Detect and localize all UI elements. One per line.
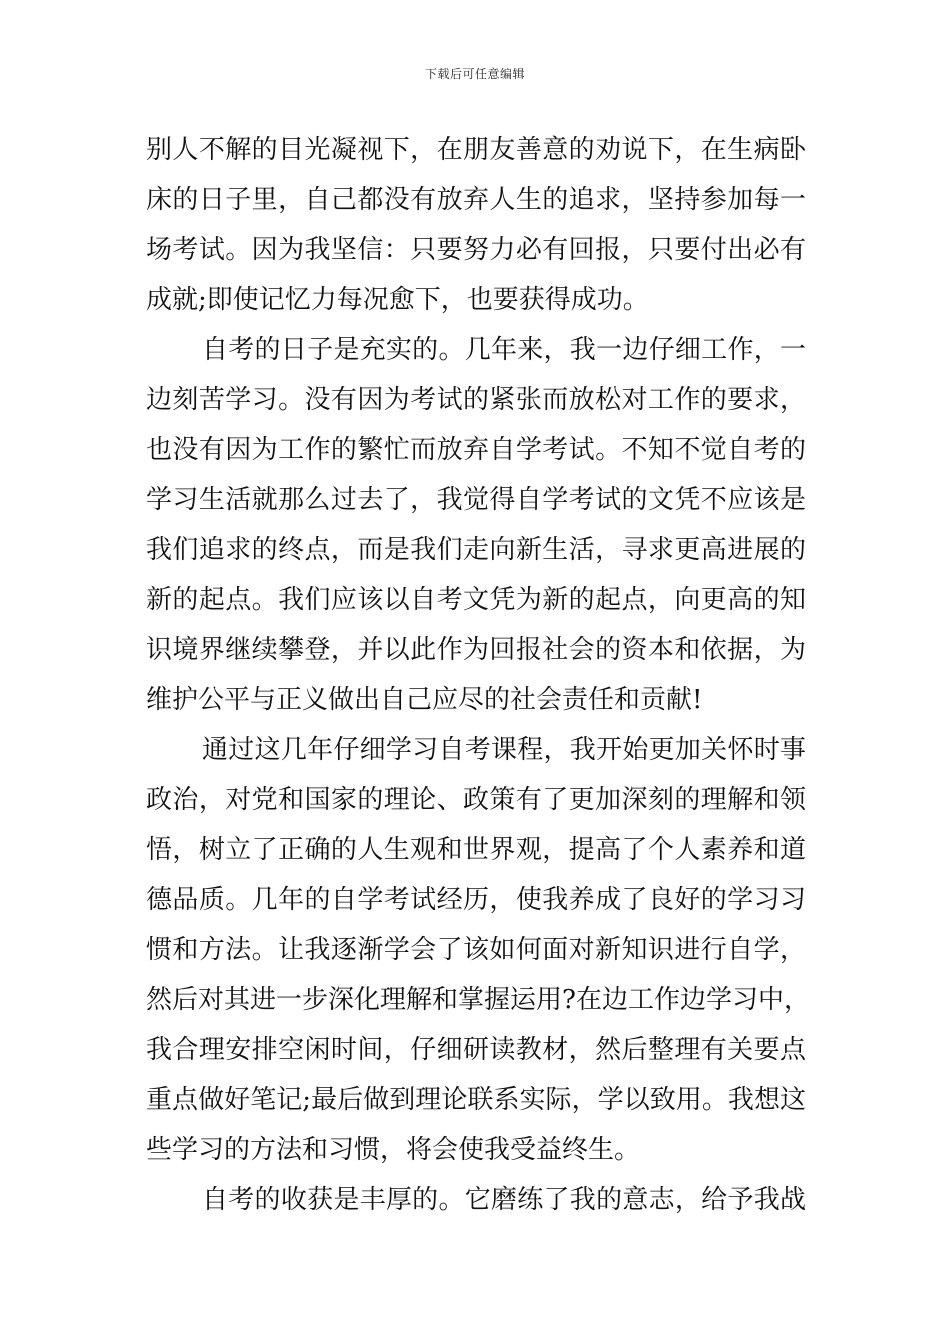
text-line: 也没有因为工作的繁忙而放弃自学考试。不知不觉自考的 (146, 435, 806, 465)
text-line: 识境界继续攀登，并以此作为回报社会的资本和依据，为 (146, 635, 806, 665)
paragraph-first-line: 通过这几年仔细学习自考课程，我开始更加关怀时事 (202, 735, 806, 765)
text-line: 我们追求的终点，而是我们走向新生活，寻求更高进展的 (146, 535, 806, 565)
text-line: 成就;即使记忆力每况愈下，也要获得成功。 (146, 285, 649, 315)
paragraph-first-line: 自考的日子是充实的。几年来，我一边仔细工作，一 (202, 335, 806, 365)
paragraph-first-line: 自考的收获是丰厚的。它磨练了我的意志，给予我战 (202, 1185, 806, 1215)
text-line: 政治，对党和国家的理论、政策有了更加深刻的理解和领 (146, 785, 806, 815)
page-header: 下载后可任意编辑 (424, 67, 525, 81)
text-line: 重点做好笔记;最后做到理论联系实际，学以致用。我想这 (146, 1085, 806, 1115)
text-line: 床的日子里，自己都没有放弃人生的追求，坚持参加每一 (146, 185, 806, 215)
text-line: 德品质。几年的自学考试经历，使我养成了良好的学习习 (146, 885, 806, 915)
text-line: 我合理安排空闲时间，仔细研读教材，然后整理有关要点 (146, 1035, 806, 1065)
text-line: 惯和方法。让我逐渐学会了该如何面对新知识进行自学， (146, 935, 806, 965)
text-line: 然后对其进一步深化理解和掌握运用?在边工作边学习中， (146, 985, 810, 1015)
text-line: 些学习的方法和习惯，将会使我受益终生。 (146, 1135, 641, 1165)
text-line: 场考试。因为我坚信：只要努力必有回报，只要付出必有 (146, 235, 806, 265)
text-line: 维护公平与正义做出自己应尽的社会责任和贡献! (146, 685, 703, 715)
text-line: 别人不解的目光凝视下，在朋友善意的劝说下，在生病卧 (146, 135, 806, 165)
text-line: 新的起点。我们应该以自考文凭为新的起点，向更高的知 (146, 585, 806, 615)
text-line: 学习生活就那么过去了，我觉得自学考试的文凭不应该是 (146, 485, 806, 515)
text-line: 边刻苦学习。没有因为考试的紧张而放松对工作的要求， (146, 385, 806, 415)
text-line: 悟，树立了正确的人生观和世界观，提高了个人素养和道 (146, 835, 806, 865)
